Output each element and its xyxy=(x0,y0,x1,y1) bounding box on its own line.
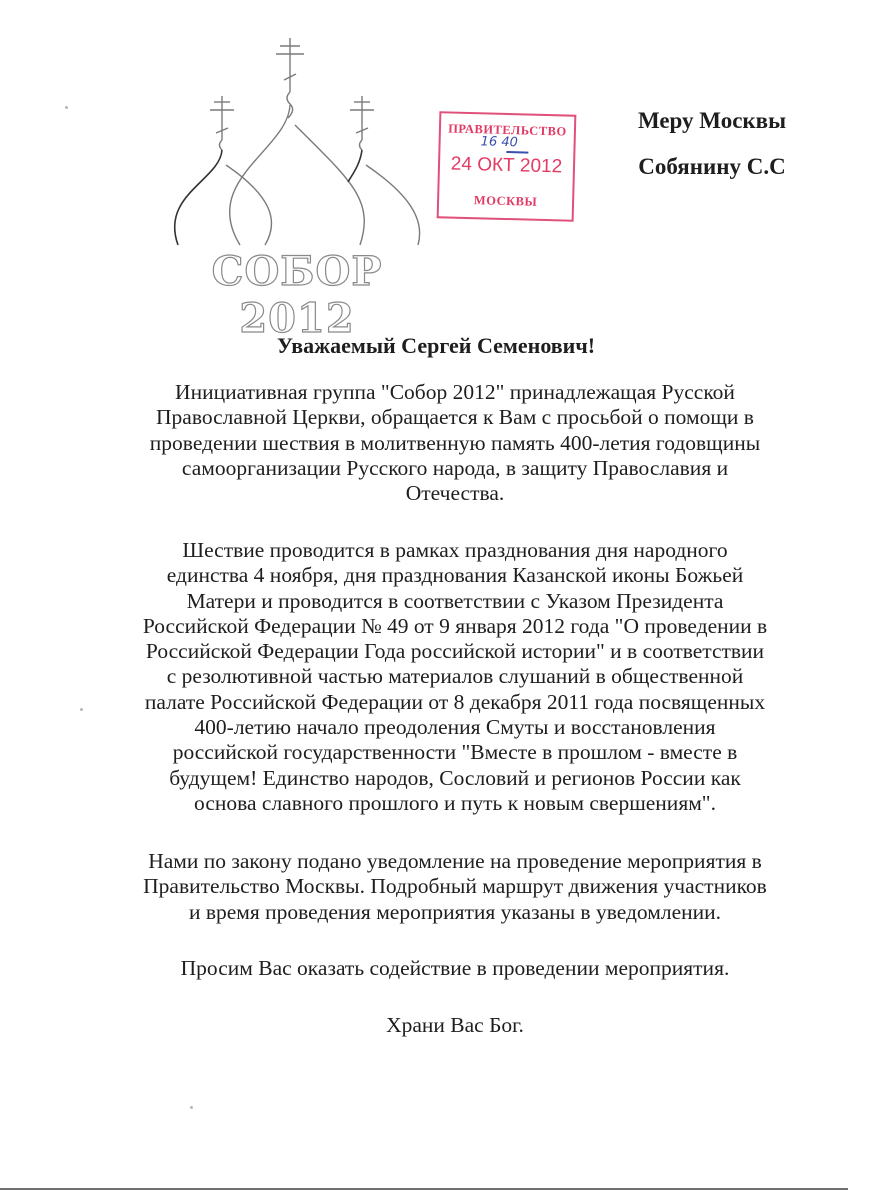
text-line: будущем! Единство народов, Сословий и регионов России как xyxy=(169,765,741,790)
text-line: основа славного прошлого и путь к новым свершениям". xyxy=(194,790,716,815)
text-line: Православной Церкви, обращается к Вам с просьбой о помощи в xyxy=(156,405,754,430)
text-line: Шествие проводится в рамках празднования дня народного xyxy=(182,538,728,562)
text-line: единства 4 ноября, дня празднования Казанской иконы Божьей xyxy=(166,563,744,588)
closing-blessing xyxy=(115,1013,795,1038)
scan-speck xyxy=(80,708,83,711)
text-line: и время проведения мероприятия указаны в уведомлении. xyxy=(188,899,722,924)
page-edge-line xyxy=(0,1188,848,1190)
addressee-title: Меру Москвы xyxy=(637,108,787,133)
scan-speck xyxy=(190,1106,193,1109)
text-line: Храни Вас Бог. xyxy=(386,1013,524,1037)
text-line: Инициативная группа "Собор 2012" принадлежащая Русской xyxy=(175,380,735,404)
paragraph-procession-context xyxy=(115,538,795,816)
text-line: Отечества. xyxy=(405,481,505,506)
sobor-2012-logo xyxy=(160,30,440,342)
received-stamp xyxy=(437,111,577,222)
paragraph-assistance-request xyxy=(115,956,795,981)
paragraph-request xyxy=(115,380,795,506)
text-line: с резолютивной частью материалов слушаний в общественной xyxy=(166,664,744,689)
logo-text: СОБОР 2012 xyxy=(211,248,383,342)
text-line: Матери и проводится в соответствии с Указом Президента xyxy=(186,588,724,613)
text-line: Российской Федерации № 49 от 9 января 2012 года "О проведении в xyxy=(142,613,768,638)
addressee-name: Собянину С.С xyxy=(638,154,786,179)
text-line: палате Российской Федерации от 8 декабря 2011 года посвященных xyxy=(144,689,766,714)
stamp-date: 24 ОКТ 2012 xyxy=(450,153,563,178)
salutation: Уважаемый Сергей Семенович! xyxy=(276,333,596,358)
paragraph-notification xyxy=(115,849,795,925)
text-line: 400-летию начало преодоления Смуты и восстановления xyxy=(194,715,716,740)
addressee-block xyxy=(612,98,812,190)
text-line: Просим Вас оказать содействие в проведении мероприятия. xyxy=(180,956,730,980)
stamp-handwritten-time: 16 40 xyxy=(480,134,519,151)
text-line: самоорганизации Русского народа, в защиту Православия и xyxy=(181,455,729,480)
text-line: проведении шествия в молитвенную память 400-летия годовщины xyxy=(149,430,761,455)
stamp-city: МОСКВЫ xyxy=(473,193,538,209)
stamp-time-underline xyxy=(506,151,528,153)
text-line: Правительство Москвы. Подробный маршрут движения участников xyxy=(143,874,767,899)
text-line: российской государственности "Вместе в прошлом - вместе в xyxy=(172,740,738,765)
text-line: Российской Федерации Года российской истории" и в соответствии xyxy=(145,639,765,664)
stamp-organization: ПРАВИТЕЛЬСТВО xyxy=(448,121,567,139)
scan-speck xyxy=(65,106,68,109)
text-line: Нами по закону подано уведомление на проведение мероприятия в xyxy=(148,849,762,873)
